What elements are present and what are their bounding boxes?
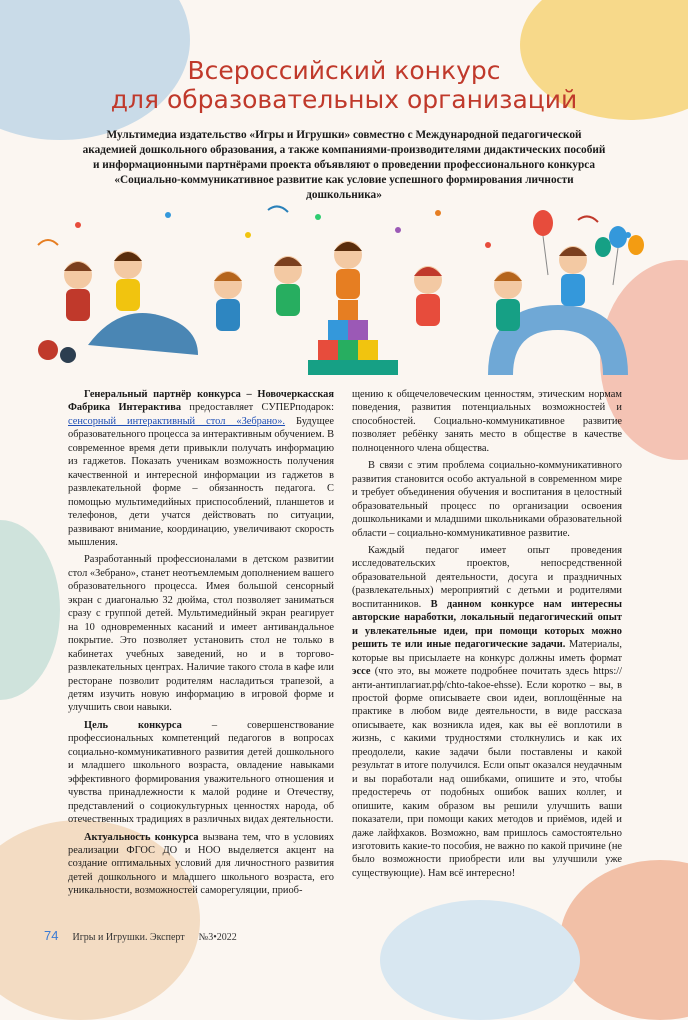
column-right [352,388,622,880]
contest-relevance-label: Актуальность конкурса [84,831,199,843]
zebrano-table-link[interactable]: сенсорный интерактивный стол «Зебрано». [68,415,286,427]
bg-blob-sky [380,900,580,1020]
journal-name: Игры и Игрушки. Эксперт [72,932,185,943]
column-left [68,388,334,898]
bg-blob-coral [560,860,688,1020]
paragraph: Цель конкурса – совершенствование профессиональных компетенций педагогов в вопросах социально-коммуникативного развития детей дошкольного и младшего школьного возраста, овладение навыками эффективного формирования уважительного отношения и чувства принадлежности к малой родине и Отечеству, представлений о социокультурных ценностях народа, об отечественных традициях в различных видах деятельности. [68,719,334,826]
toy-car [88,313,198,355]
balloons [533,210,644,285]
bg-blob-teal [0,520,60,700]
paragraph: Каждый педагог имеет опыт проведения исследовательских проектов, непосредственной образовательной деятельности, досуга и праздничных (развлекательных) мероприятий с детьми и родителями воспитанников. В данном конкурсе нам интересны авторские наработки, локальный педагогический опыт и увлекательные идеи, при помощи которых можно решить те или иные педагогические задачи. Материалы, которые вы присылаете на конкурс должны иметь формат эссе (что это, вы можете подробнее почитать здесь https://анти-антиплагиат.рф/chto-takoe-ehsse). Если коротко – вы, в простой форме описываете свои идеи, воплощённые на практике в любом виде деятельности, в виде рассказа описываете, как возникла идея, как вы её воплотили в жизнь, с какими трудностями столкнулись и как их преодолели, какие задачи были поставлены и какой результат в итоге получился. Если опыт оказался неудачным и вы поработали над ошибками, опишите и это, чтобы предостеречь от подобных ошибок ваших коллег, и опишите, каким образом вы решили улучшить ваши показатели, при помощи каких методов и приёмов, идей и даже лайфхаков. Возможно, вам пришлось самостоятельно изготовить какие-то пособия, не важно по какой причине (не было возможности приобрести или вы улучшили уже существующие). Нам всё интересно! [352,544,622,879]
paragraph: Разработанный профессионалами в детском развитии стол «Зебрано», станет неотъемлемым дополнением вашего образовательного процесса. Имея большой сенсорный экран с диагональю 32 дюйма, стол позволяет заниматься сразу с группой детей. Мультимедийный экран реагирует на 10 одновременных касаний и имеет антивандальное покрытие. Это позволяет установить стол не только в кабинетах учебных заведений, но и в торгово-развлекательных центрах. Наличие такого стола в кафе или ресторане позволит родителям насладиться трапезой, а детям изучить новую информацию в игровой форме и улучшить свои навыки. [68,554,334,714]
general-partner-label: Генеральный партнёр конкурса – Новочеркасская Фабрика Интерактива [68,389,334,414]
paragraph: Генеральный партнёр конкурса – Новочеркасская Фабрика Интерактива предоставляет СУПЕРподарок: сенсорный интерактивный стол «Зебрано». Будущее образовательного процесса за интерактивным обучением. В современное время дети привыкли получать информацию из гаджетов. Показать ученикам возможность получения качественной и интересной информации из гаджетов в развлекательной форме – обязанность педагога. С помощью мультимедийных приспособлений, планшетов и телефонов, дети учатся действовать по ситуации, развивают внимание, координацию, увеличивают скорость мышления. [68,389,335,548]
title-line-2: для образовательных организаций [110,85,578,114]
interest-highlight: В данном конкурсе нам интересны авторские наработки, локальный педагогический опыт и увлекательные идеи, при помощи которых можно решить те или иные педагогические задачи. [352,598,622,651]
page-number: 74 [44,928,59,943]
paragraph: щению к общечеловеческим ценностям, этическим нормам поведения, развития потенциальных возможностей и способностей. Социально-коммуникативное развитие позволяет ребёнку занять место в обществе в качестве полноценного члена общества. [352,389,622,454]
intro-paragraph: Мультимедиа издательство «Игры и Игрушки» совместно с Международной педагогической академией дошкольного образования, а также компаниями-производителями дидактических пособий и информационными партнёрами проекта объявляют о проведении профессионального конкурса «Социально-коммуникативное развитие как условие успешного формирования личности дошкольника» [82,129,606,201]
title-line-1: Всероссийский конкурс [187,56,501,85]
paragraph: Актуальность конкурса вызвана тем, что в условиях реализации ФГОС ДО и НОО выделяется акцент на создание оптимальных условий для личностного развития детей дошкольного и младшего школьного возраста, его уникальности, возможностей саморегуляции, приоб- [68,831,334,897]
essay-format-label: эссе [352,666,371,678]
children-playing-illustration [18,205,670,380]
page-title [0,56,688,114]
page-footer [44,928,251,943]
issue-number: №3•2022 [198,932,237,943]
contest-goal-label: Цель конкурса [84,719,182,731]
block-tower [308,300,398,375]
paragraph: В связи с этим проблема социально-коммуникативного развития становится особо актуальной в современном мире и требует объединения обучения и воспитания в целостный образовательный процесс по организации освоения дошкольниками и младшими школьниками образовательной области – социально-коммуникативное развитие. [352,460,622,539]
